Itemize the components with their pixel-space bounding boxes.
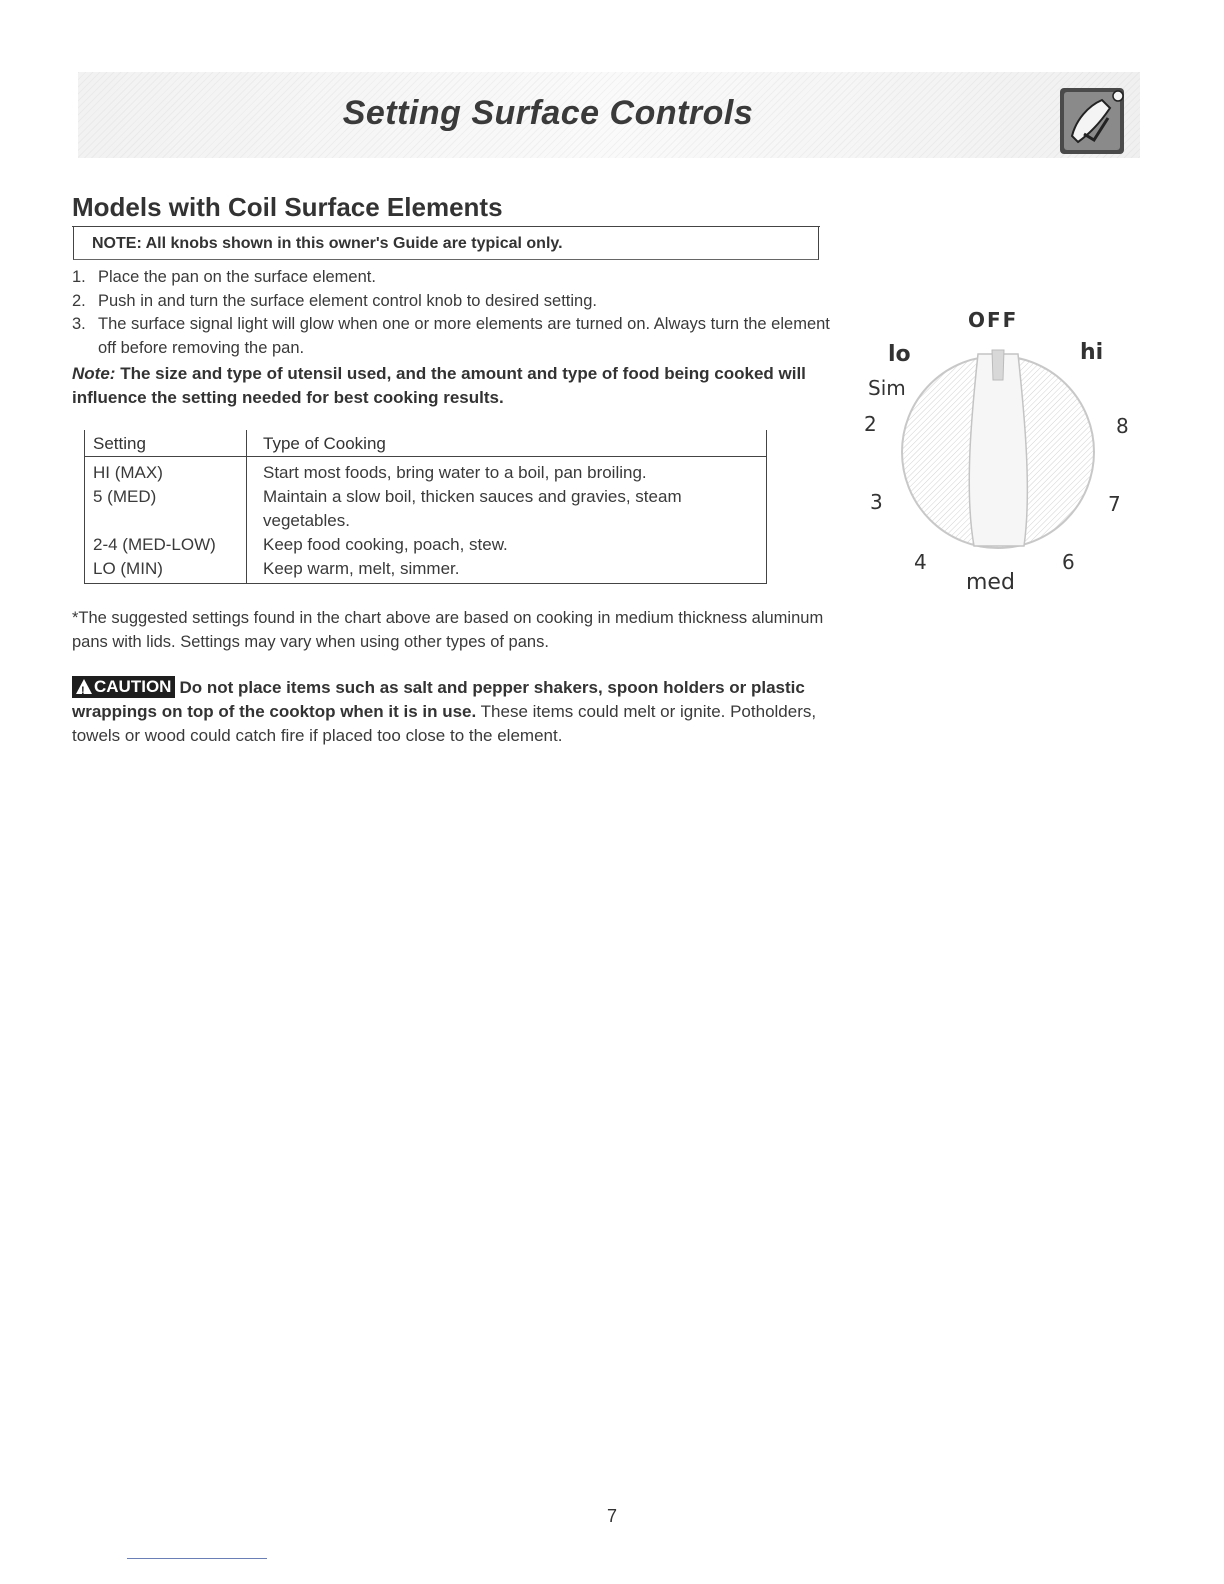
table-header-type: Type of Cooking <box>247 430 767 457</box>
step-item <box>72 313 832 360</box>
control-knob-diagram <box>850 300 1140 610</box>
knob-label-4: 4 <box>914 550 927 574</box>
knob-label-sim: Sim <box>868 376 906 400</box>
knob-dial <box>898 340 1098 550</box>
table-header-setting: Setting <box>85 430 247 457</box>
knob-label-6: 6 <box>1062 550 1075 574</box>
page-number: 7 <box>606 1506 617 1526</box>
knob-label-off: OFF <box>968 308 1019 332</box>
setting-cell: HI (MAX) <box>85 457 247 486</box>
table-row <box>85 533 767 557</box>
knob-label-hi: hi <box>1080 340 1104 365</box>
setting-cell: 2-4 (MED-LOW) <box>85 533 247 557</box>
table-header-row <box>85 430 767 457</box>
cooking-hand-icon <box>1058 84 1128 156</box>
footnote: *The suggested settings found in the chart above are based on cooking in medium thickness aluminum pans with lids. Settings may vary when using other types of pans. <box>72 609 824 651</box>
bottom-rule <box>127 1558 267 1559</box>
type-cell: Keep food cooking, poach, stew. <box>247 533 767 557</box>
step-text: Place the pan on the surface element. <box>98 268 376 286</box>
table-row <box>85 557 767 584</box>
settings-table <box>84 430 767 584</box>
step-number: 1. <box>72 268 86 286</box>
setting-cell: LO (MIN) <box>85 557 247 584</box>
cooking-note <box>72 362 832 410</box>
step-item <box>72 266 832 290</box>
knob-label-8: 8 <box>1116 414 1129 438</box>
note-text: NOTE: All knobs shown in this owner's Guide are typical only. <box>92 235 563 252</box>
step-item <box>72 290 832 314</box>
step-number: 2. <box>72 291 86 310</box>
setting-cell: 5 (MED) <box>85 485 247 533</box>
knob-label-2: 2 <box>864 412 877 436</box>
knob-label-lo: lo <box>888 342 911 367</box>
header-banner <box>78 72 1140 158</box>
step-text: The surface signal light will glow when one or more elements are turned on. Always turn the element off before removing the pan. <box>98 315 830 357</box>
type-cell: Maintain a slow boil, thicken sauces and gravies, steam vegetables. <box>247 485 767 533</box>
note-box <box>73 227 819 260</box>
caution-paragraph <box>72 676 832 748</box>
table-row <box>85 485 767 533</box>
type-cell: Start most foods, bring water to a boil, pan broiling. <box>247 457 767 486</box>
section-title: Models with Coil Surface Elements <box>72 192 503 222</box>
warning-icon <box>76 679 92 694</box>
knob-label-7: 7 <box>1108 492 1121 516</box>
note-label: Note: <box>72 364 116 383</box>
table-row <box>85 457 767 486</box>
steps-list <box>72 266 832 360</box>
caution-badge <box>72 676 175 698</box>
step-number: 3. <box>72 315 86 333</box>
step-text: Push in and turn the surface element control knob to desired setting. <box>98 291 597 310</box>
caution-bold-text: Do not place items such as salt and pepper shakers, spoon holders or plastic wrappings on top of the cooktop when it is in use. <box>72 678 805 721</box>
knob-label-3: 3 <box>870 490 883 514</box>
note-body: The size and type of utensil used, and the amount and type of food being cooked will influence the setting needed for best cooking results. <box>72 364 806 407</box>
knob-label-med: med <box>966 570 1015 595</box>
page-title: Setting Surface Controls <box>342 94 754 132</box>
caution-label: CAUTION <box>94 677 172 696</box>
type-cell: Keep warm, melt, simmer. <box>247 557 767 584</box>
caution-text: These items could melt or ignite. Potholders, towels or wood could catch fire if placed too close to the element. <box>72 702 817 745</box>
